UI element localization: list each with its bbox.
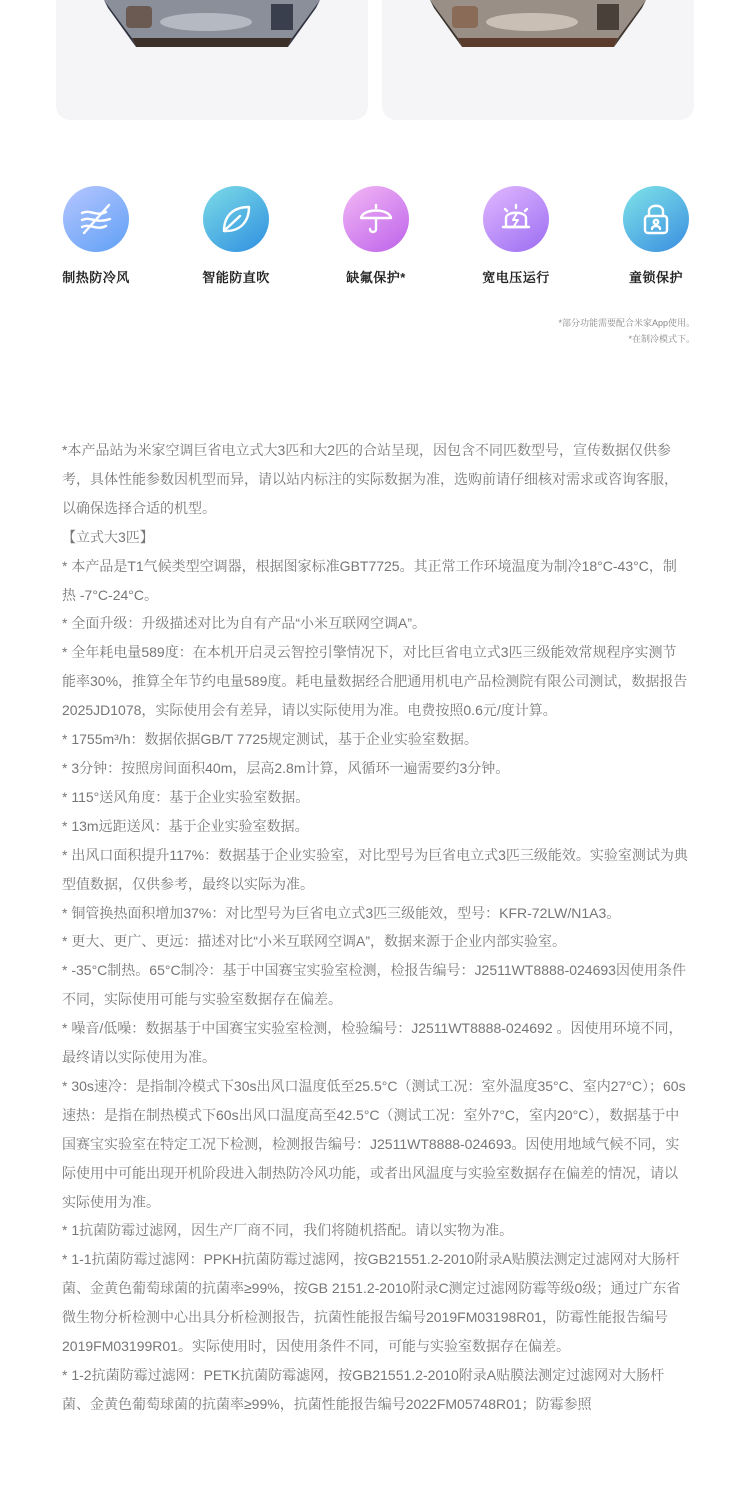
feature-smart-anti-direct [181,186,291,286]
feature-icons-row [0,186,750,296]
feature-label: 宽电压运行 [482,270,550,285]
child-lock-icon [623,186,689,252]
disclaimer-paragraph: * 3分钟：按照房间面积40m，层高2.8m计算，风循环一遍需要约3分钟。 [62,759,510,776]
disclaimer-section-title: 【立式大3匹】 [62,528,154,545]
feature-child-lock [601,186,711,286]
disclaimer-paragraph: * 出风口面积提升117%：数据基于企业实验室，对比型号为巨省电立式3匹三级能效。实验室测试为典型值数据，仅供参考，最终以实际为准。 [62,846,688,892]
disclaimer-paragraph: * -35°C制热。65°C制冷：基于中国赛宝实验室检测，检报告编号：J2511WT8888-024693因使用条件不同，实际使用可能与实验室数据存在偏差。 [62,962,686,1008]
disclaimer-paragraph: * 1抗菌防霉过滤网，因生产厂商不同，我们将随机搭配。请以实物为准。 [62,1222,514,1239]
disclaimer-paragraph: * 13m远距送风：基于企业实验室数据。 [62,817,309,834]
leaf-icon [203,186,269,252]
room-scene-image [56,0,368,56]
disclaimer-paragraph: * 全面升级：升级描述对比为自有产品“小米互联网空调A”。 [62,615,426,632]
feature-fluorine-protection [321,186,431,286]
no-cold-wind-icon [63,186,129,252]
room-scene-image [382,0,694,56]
disclaimer-paragraph: * 本产品是T1气候类型空调器，根据图家标准GBT7725。其正常工作环境温度为制冷18°C-43°C，制热 -7°C-24°C。 [62,557,677,603]
footnotes [558,315,695,347]
disclaimer-text [62,436,688,1419]
umbrella-icon [343,186,409,252]
disclaimer-paragraph: * 更大、更广、更远：描述对比“小米互联网空调A”，数据来源于企业内部实验室。 [62,933,566,950]
feature-label: 智能防直吹 [202,270,270,285]
disclaimer-paragraph: * 噪音/低噪：数据基于中国赛宝实验室检测，检验编号：J2511WT8888-024692 。因使用环境不同，最终请以实际使用为准。 [62,1020,683,1066]
feature-wide-voltage [461,186,571,286]
product-card-right[interactable] [382,0,694,120]
footnote-cooling-mode: *在制冷模式下。 [628,334,695,344]
voltage-alarm-icon [483,186,549,252]
feature-label: 童锁保护 [628,270,683,285]
product-card-left[interactable] [56,0,368,120]
product-image-cards [0,0,750,130]
disclaimer-paragraph: * 1-1抗菌防霉过滤网：PPKH抗菌防霉过滤网，按GB21551.2-2010附录A贴膜法测定过滤网对大肠杆菌、金黄色葡萄球菌的抗菌率≥99%，按GB 2151.2-2010附录C测定过滤网防霉等级0级；通过广东省微生物分析检测中心出具分析检测报告，抗菌性能报告编号2019FM03198R01，防霉性能报告编号2019FM03199R01。实际使用时，因使用条件不同，可能与实验室数据存在偏差。 [62,1251,681,1355]
feature-anti-cold-wind [41,186,151,286]
disclaimer-paragraph: * 全年耗电量589度：在本机开启灵云智控引擎情况下，对比巨省电立式3匹三级能效常规程序实测节能率30%，推算全年节约电量589度。耗电量数据经合肥通用机电产品检测院有限公司测试，数据报告2025JD1078，实际使用会有差异，请以实际使用为准。电费按照0.6元/度计算。 [62,644,688,719]
disclaimer-paragraph: * 1755m³/h：数据依据GB/T 7725规定测试，基于企业实验室数据。 [62,731,478,748]
disclaimer-paragraph: * 30s速冷：是指制冷模式下30s出风口温度低至25.5°C（测试工况：室外温度35°C、室内27°C）；60s速热：是指在制热模式下60s出风口温度高至42.5°C（测试工况：室外7°C，室内20°C），数据基于中国赛宝实验室在特定工况下检测，检测报告编号：J2511WT8888-024693。因使用地域气候不同，实际使用中可能出现开机阶段进入制热防冷风功能，或者出风温度与实验室数据存在偏差的情况，请以实际使用为准。 [62,1077,686,1210]
disclaimer-paragraph: * 铜管换热面积增加37%：对比型号为巨省电立式3匹三级能效，型号：KFR-72LW/N1A3。 [62,904,621,921]
feature-label: 制热防冷风 [62,270,130,285]
disclaimer-paragraph: *本产品站为米家空调巨省电立式大3匹和大2匹的合站呈现，因包含不同匹数型号，宣传数据仅供参考，具体性能参数因机型而异，请以站内标注的实际数据为准，选购前请仔细核对需求或咨询客服，以确保选择合适的机型。 [62,442,678,516]
disclaimer-paragraph: * 115°送风角度：基于企业实验室数据。 [62,788,310,805]
disclaimer-paragraph: * 1-2抗菌防霉过滤网：PETK抗菌防霉滤网，按GB21551.2-2010附录A贴膜法测定过滤网对大肠杆菌、金黄色葡萄球菌的抗菌率≥99%，抗菌性能报告编号2022FM05748R01；防霉参照 [62,1367,665,1412]
footnote-app: *部分功能需要配合米家App使用。 [558,318,695,328]
feature-label: 缺氟保护* [346,270,406,285]
